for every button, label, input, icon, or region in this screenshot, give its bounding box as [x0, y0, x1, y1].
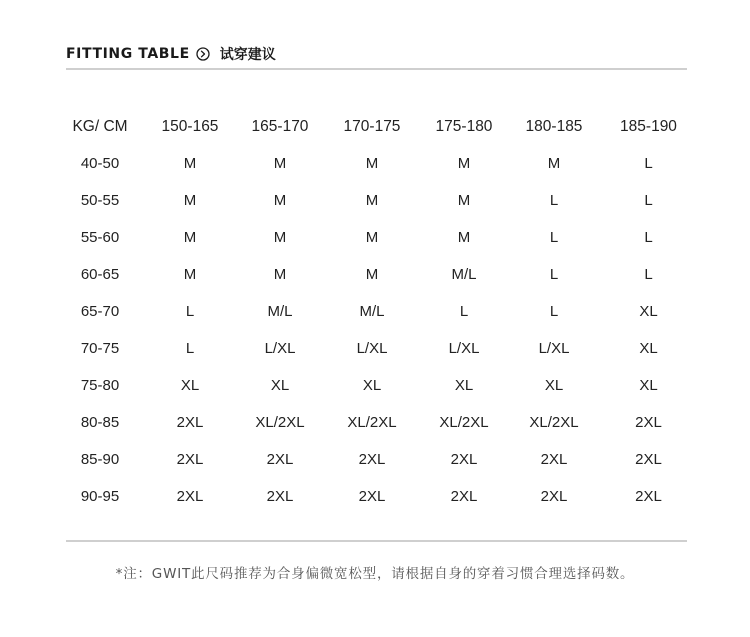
page-subtitle: 试穿建议	[219, 47, 276, 63]
size-cell: M	[457, 192, 471, 209]
weight-cell: 65-70	[80, 303, 120, 320]
page-title: FITTING TABLE	[66, 46, 190, 62]
table-row	[55, 182, 698, 219]
fit-note: *注：GWIT此尺码推荐为合身偏微宽松型，请根据自身的穿着习惯合理选择码数。	[115, 566, 635, 582]
size-cell: L	[644, 266, 653, 283]
size-table	[55, 108, 698, 515]
size-cell: XL	[454, 377, 474, 394]
size-cell: 2XL	[635, 488, 662, 505]
table-header-row	[55, 108, 698, 145]
height-header: 185-190	[620, 117, 677, 135]
size-cell: 2XL	[266, 451, 294, 468]
size-cell: XL/2XL	[439, 414, 489, 431]
table-row	[55, 330, 698, 367]
size-cell: M	[183, 229, 197, 246]
table-row	[55, 441, 698, 478]
size-cell: M	[273, 266, 287, 283]
weight-cell: 75-80	[80, 377, 120, 394]
size-cell: L	[185, 340, 195, 357]
size-cell: M	[183, 266, 197, 283]
size-cell: XL/2XL	[255, 414, 305, 431]
size-cell: M	[365, 192, 379, 209]
table-row	[55, 219, 698, 256]
weight-cell: 60-65	[80, 266, 120, 283]
table-row	[55, 293, 698, 330]
size-cell: 2XL	[176, 451, 204, 468]
footer-divider	[66, 540, 687, 542]
size-cell: M/L	[267, 303, 293, 320]
table-row	[55, 145, 698, 182]
size-cell: 2XL	[358, 488, 386, 505]
size-cell: L	[459, 303, 469, 320]
size-cell: L	[644, 155, 653, 172]
size-cell: L	[549, 192, 559, 209]
size-cell: L	[644, 192, 653, 209]
height-header: 175-180	[435, 117, 493, 135]
size-cell: XL	[639, 377, 658, 394]
size-cell: M/L	[359, 303, 385, 320]
corner-label: KG/ CM	[72, 117, 128, 135]
size-cell: 2XL	[266, 488, 294, 505]
size-cell: 2XL	[635, 451, 662, 468]
size-cell: 2XL	[176, 414, 204, 431]
size-cell: M	[365, 229, 379, 246]
size-cell: 2XL	[358, 451, 386, 468]
page-header	[66, 42, 276, 66]
size-cell: M	[457, 155, 471, 172]
size-cell: XL	[362, 377, 382, 394]
size-cell: L	[549, 229, 559, 246]
size-cell: M	[547, 155, 561, 172]
circle-chevron-right-icon	[196, 47, 210, 61]
size-cell: L	[549, 266, 559, 283]
size-cell: L/XL	[356, 340, 388, 357]
weight-cell: 80-85	[80, 414, 120, 431]
size-cell: L/XL	[538, 340, 570, 357]
size-cell: XL	[639, 303, 658, 320]
height-header: 165-170	[251, 117, 309, 135]
size-cell: L/XL	[264, 340, 296, 357]
size-cell: L	[185, 303, 195, 320]
header-divider	[66, 68, 687, 70]
size-cell: L	[644, 229, 653, 246]
height-header: 170-175	[343, 117, 401, 135]
size-cell: M	[273, 192, 287, 209]
size-cell: XL	[544, 377, 564, 394]
table-row	[55, 367, 698, 404]
table-row	[55, 404, 698, 441]
size-cell: XL	[180, 377, 200, 394]
weight-cell: 40-50	[80, 155, 120, 172]
size-cell: XL	[270, 377, 290, 394]
size-cell: XL	[639, 340, 658, 357]
size-cell: M	[365, 266, 379, 283]
size-cell: L	[549, 303, 559, 320]
size-cell: M	[457, 229, 471, 246]
size-cell: 2XL	[450, 488, 478, 505]
size-cell: 2XL	[450, 451, 478, 468]
height-header: 150-165	[161, 117, 219, 135]
size-cell: M	[183, 192, 197, 209]
weight-cell: 70-75	[80, 340, 120, 357]
weight-cell: 85-90	[80, 451, 120, 468]
weight-cell: 55-60	[80, 229, 120, 246]
size-cell: M	[273, 229, 287, 246]
weight-cell: 90-95	[80, 488, 120, 505]
size-cell: L/XL	[448, 340, 480, 357]
size-cell: 2XL	[540, 488, 568, 505]
height-header: 180-185	[525, 117, 583, 135]
size-cell: M	[183, 155, 197, 172]
table-row	[55, 256, 698, 293]
table-row	[55, 478, 698, 515]
size-cell: 2XL	[176, 488, 204, 505]
size-cell: M/L	[451, 266, 477, 283]
size-cell: XL/2XL	[529, 414, 579, 431]
weight-cell: 50-55	[80, 192, 120, 209]
size-cell: 2XL	[540, 451, 568, 468]
size-cell: XL/2XL	[347, 414, 397, 431]
size-cell: 2XL	[635, 414, 662, 431]
size-cell: M	[273, 155, 287, 172]
size-cell: M	[365, 155, 379, 172]
